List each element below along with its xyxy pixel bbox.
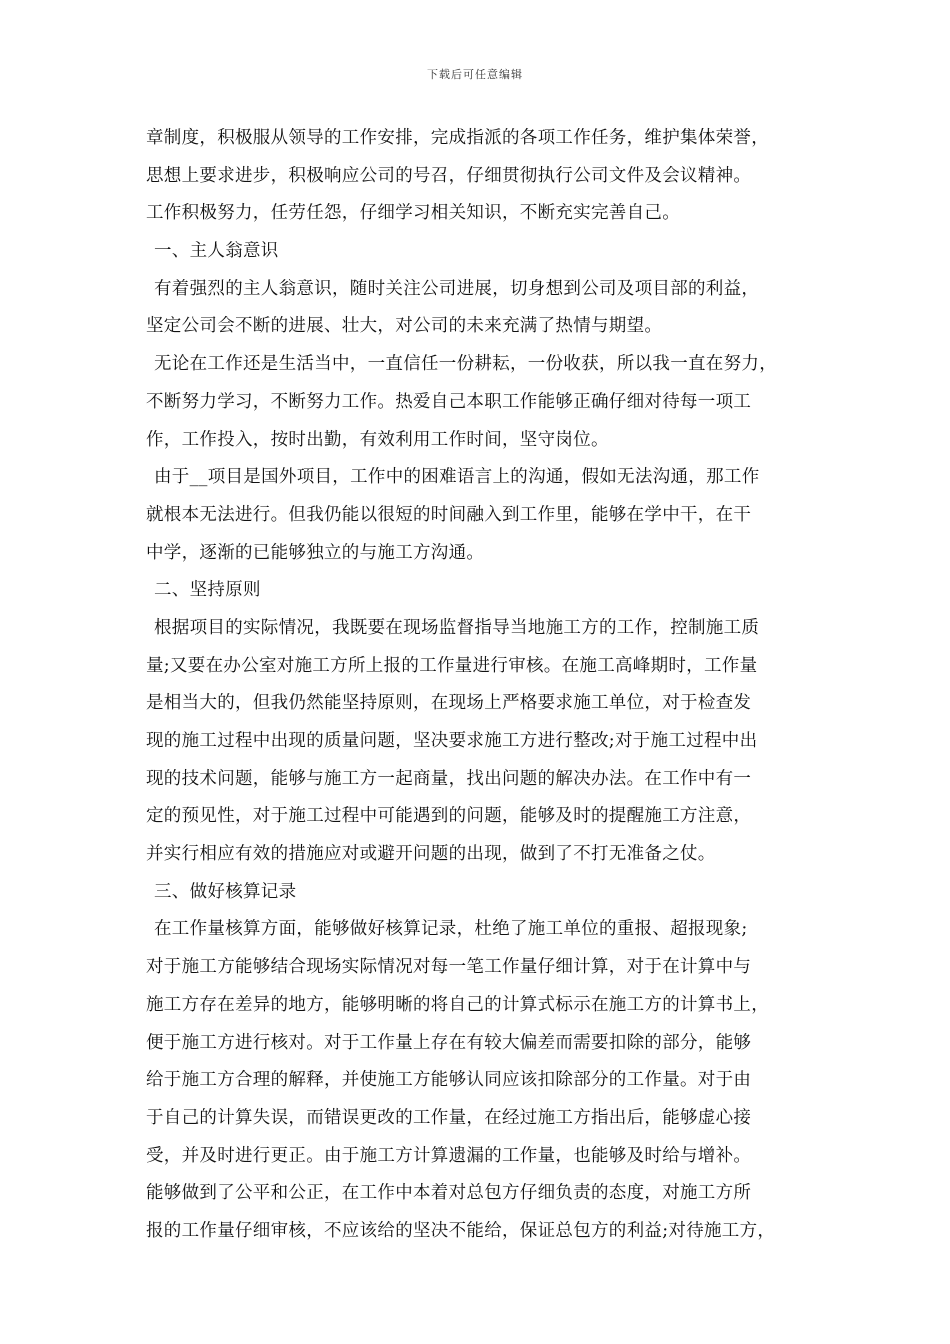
section-heading: 三、做好核算记录 (154, 881, 297, 902)
document-body (146, 120, 826, 1251)
text-line: 就根本无法进行。但我仍能以很短的时间融入到工作里，能够在学中干，在干 (146, 504, 752, 525)
text-line: 施工方存在差异的地方，能够明晰的将自己的计算式标示在施工方的计算书上， (146, 994, 769, 1015)
text-line: 根据项目的实际情况，我既要在现场监督指导当地施工方的工作，控制施工质 (154, 617, 760, 638)
page-header: 下载后可任意编辑 (427, 68, 523, 81)
text-line: 不断努力学习，不断努力工作。热爱自己本职工作能够正确仔细对待每一项工 (146, 391, 752, 412)
text-line: 有着强烈的主人翁意识，随时关注公司进展，切身想到公司及项目部的利益， (154, 278, 760, 299)
text-line: 中学，逐渐的已能够独立的与施工方沟通。 (146, 542, 485, 563)
section-heading: 一、主人翁意识 (154, 241, 279, 262)
text-line: 现的施工过程中出现的质量问题，坚决要求施工方进行整改;对于施工过程中出 (146, 731, 758, 751)
text-line: 于自己的计算失误，而错误更改的工作量，在经过施工方指出后，能够虚心接 (146, 1107, 752, 1128)
text-line: 并实行相应有效的措施应对或避开问题的出现，做到了不打无准备之仗。 (146, 844, 716, 865)
text-line: 由于__项目是国外项目，工作中的困难语言上的沟通，假如无法沟通，那工作 (154, 467, 760, 488)
text-line: 给于施工方合理的解释，并使施工方能够认同应该扣除部分的工作量。对于由 (146, 1070, 752, 1091)
text-line: 对于施工方能够结合现场实际情况对每一笔工作量仔细计算，对于在计算中与 (146, 957, 752, 978)
text-line: 思想上要求进步，积极响应公司的号召，仔细贯彻执行公司文件及会议精神。 (146, 165, 752, 186)
text-line: 受，并及时进行更正。由于施工方计算遗漏的工作量，也能够及时给与增补。 (146, 1145, 752, 1166)
text-line: 工作积极努力，任劳任怨，仔细学习相关知识，不断充实完善自己。 (146, 203, 680, 224)
text-line: 无论在工作还是生活当中，一直信任一份耕耘，一份收获，所以我一直在努力， (154, 354, 777, 375)
text-line: 作，工作投入，按时出勤，有效利用工作时间，坚守岗位。 (146, 429, 609, 450)
text-line: 能够做到了公平和公正，在工作中本着对总包方仔细负责的态度，对施工方所 (146, 1183, 752, 1204)
text-line: 定的预见性，对于施工过程中可能遇到的问题，能够及时的提醒施工方注意， (146, 806, 752, 827)
text-line: 报的工作量仔细审核，不应该给的坚决不能给，保证总包方的利益;对待施工方， (146, 1220, 776, 1241)
text-line: 是相当大的，但我仍然能坚持原则，在现场上严格要求施工单位，对于检查发 (146, 693, 752, 714)
text-line: 便于施工方进行核对。对于工作量上存在有较大偏差而需要扣除的部分，能够 (146, 1032, 752, 1053)
section-heading: 二、坚持原则 (154, 580, 261, 601)
text-line: 量;又要在办公室对施工方所上报的工作量进行审核。在施工高峰期时，工作量 (146, 655, 758, 676)
text-line: 坚定公司会不断的进展、壮大，对公司的未来充满了热情与期望。 (146, 316, 663, 337)
text-line: 现的技术问题，能够与施工方一起商量，找出问题的解决办法。在工作中有一 (146, 768, 752, 789)
text-line: 章制度，积极服从领导的工作安排，完成指派的各项工作任务，维护集体荣誉， (146, 128, 769, 148)
text-line: 在工作量核算方面，能够做好核算记录，杜绝了施工单位的重报、超报现象; (154, 919, 748, 940)
